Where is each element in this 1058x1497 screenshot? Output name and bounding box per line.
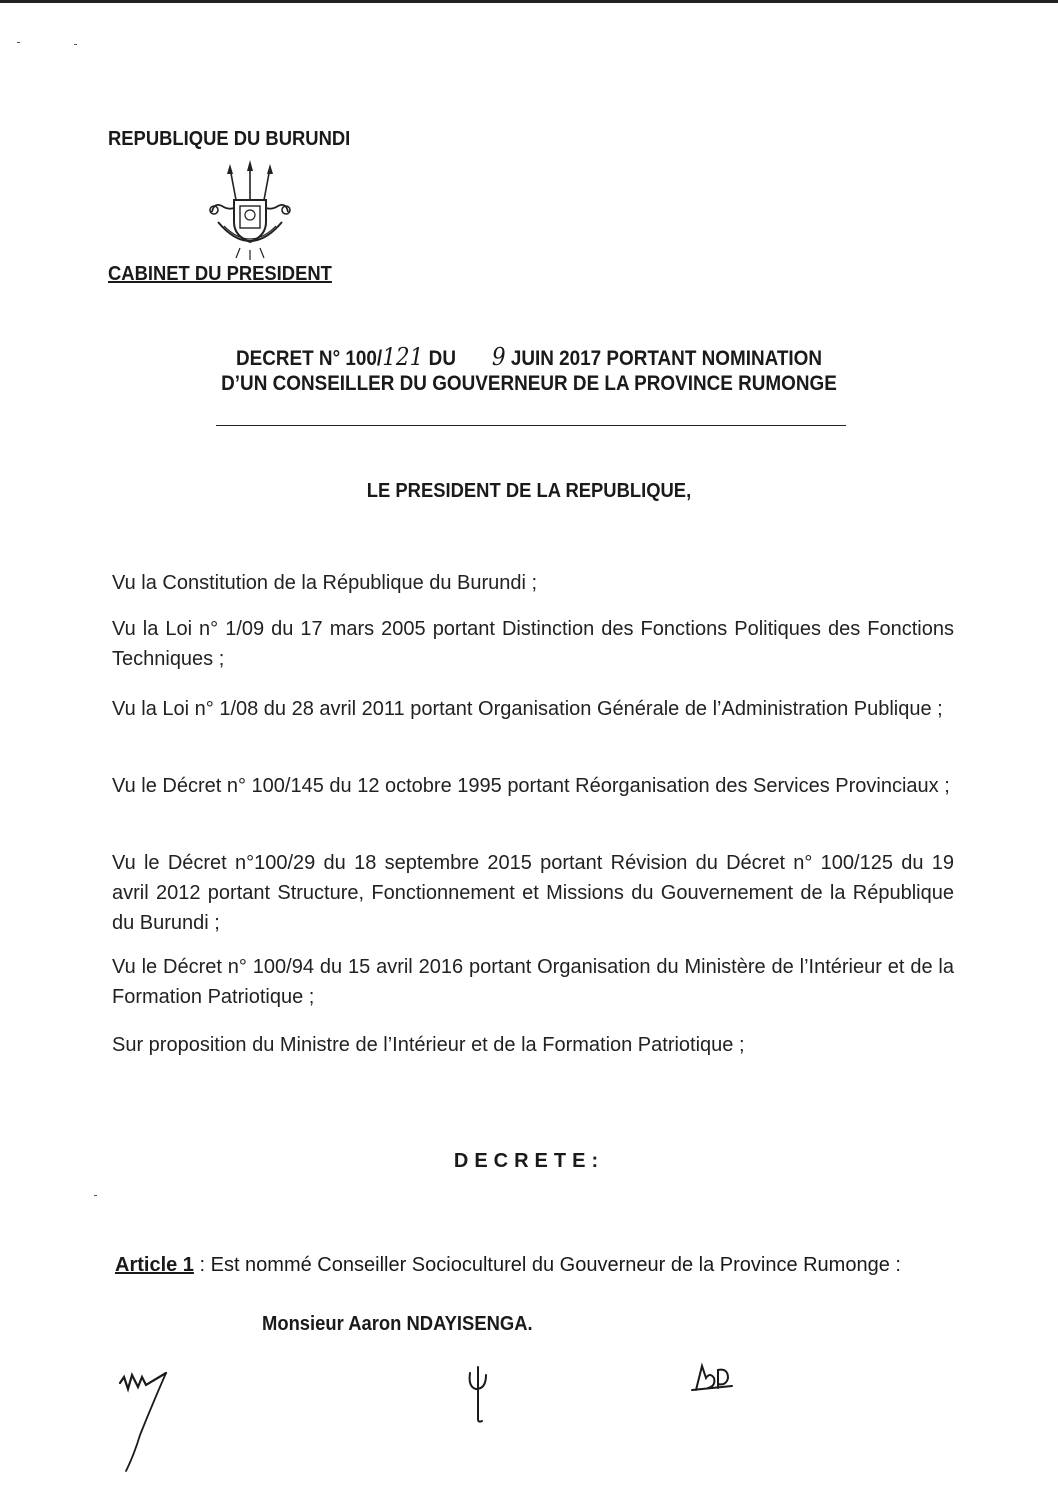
president-heading: LE PRESIDENT DE LA REPUBLIQUE, xyxy=(366,480,692,502)
decree-title-prefix: DECRET N° 100/ xyxy=(235,347,383,370)
initials-signature-1 xyxy=(110,1365,190,1475)
initials-signature-3 xyxy=(688,1360,738,1400)
decree-title-line-2: D’UN CONSEILLER DU GOUVERNEUR DE LA PROVINCE RUMONGE xyxy=(221,372,837,395)
decrete-heading: DECRETE: xyxy=(453,1150,605,1172)
visa-paragraph: Vu la Loi n° 1/09 du 17 mars 2005 portant Distinction des Fonctions Politiques des Fonctions Techniques ; xyxy=(112,618,954,670)
decree-title-du: DU xyxy=(423,347,462,370)
visa-paragraph: Vu la Constitution de la République du Burundi ; xyxy=(112,572,538,594)
handwritten-decree-number: 121 xyxy=(382,343,424,371)
appointee-name: Monsieur Aaron NDAYISENGA. xyxy=(262,1313,533,1335)
visa-paragraph: Vu le Décret n°100/29 du 18 septembre 2015 portant Révision du Décret n° 100/125 du 19 avril 2012 portant Structure, Fonctionnement et Missions du Gouvernement de la République du Burundi ; xyxy=(112,852,954,934)
scan-speck xyxy=(94,1195,97,1196)
title-divider xyxy=(216,425,846,426)
article-1-text: : Est nommé Conseiller Socioculturel du Gouverneur de la Province Rumonge : xyxy=(193,1254,901,1276)
scan-top-edge xyxy=(0,0,1058,3)
decree-title-line-1 xyxy=(53,343,1005,371)
article-1 xyxy=(115,1254,901,1277)
scan-speck xyxy=(17,42,20,43)
visa-paragraph: Vu la Loi n° 1/08 du 28 avril 2011 portant Organisation Générale de l’Administration Publique ; xyxy=(112,698,943,720)
coat-of-arms-emblem xyxy=(200,160,300,260)
country-header: REPUBLIQUE DU BURUNDI xyxy=(108,128,351,150)
office-header: CABINET DU PRESIDENT xyxy=(108,263,332,285)
visa-paragraph: Sur proposition du Ministre de l’Intérieur et de la Formation Patriotique ; xyxy=(112,1034,745,1056)
decree-title-suffix: JUIN 2017 PORTANT NOMINATION xyxy=(505,347,823,370)
article-1-label: Article 1 xyxy=(115,1254,194,1276)
scan-speck xyxy=(74,44,77,45)
visa-paragraph: Vu le Décret n° 100/145 du 12 octobre 1995 portant Réorganisation des Services Provinciaux ; xyxy=(112,775,950,797)
visa-paragraph: Vu le Décret n° 100/94 du 15 avril 2016 portant Organisation du Ministère de l’Intérieur et de la Formation Patriotique ; xyxy=(112,956,954,1008)
handwritten-decree-day: 9 xyxy=(491,343,506,371)
initials-signature-2 xyxy=(460,1365,500,1425)
